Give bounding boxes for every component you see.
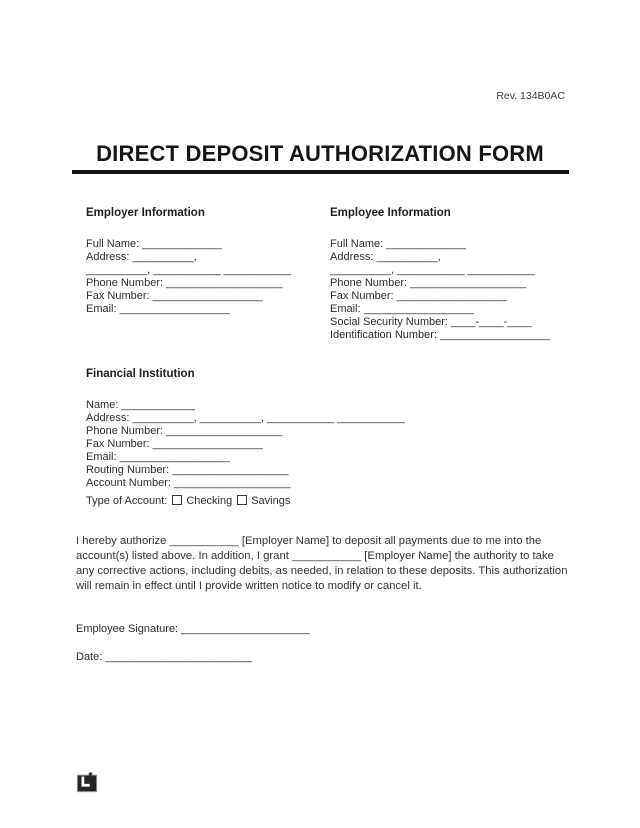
employee-email-field: Email: __________________ [330,303,474,315]
employer-address-field-line2: __________, ___________ ___________ [86,264,291,276]
bank-phone-number-field: Phone Number: ___________________ [86,425,283,437]
employee-address-field: Address: __________, [330,251,441,263]
employer-section-heading: Employer Information [86,207,205,219]
employee-full-name-field: Full Name: _____________ [330,238,466,250]
employee-identification-number-field: Identification Number: __________________ [330,329,551,341]
account-number-field: Account Number: ___________________ [86,477,291,489]
savings-checkbox-icon [237,495,247,505]
financial-section-heading: Financial Institution [86,368,195,380]
employer-phone-number-field: Phone Number: ___________________ [86,277,283,289]
employer-fax-number-field: Fax Number: __________________ [86,290,263,302]
legal-templates-logo-icon [76,771,98,793]
employee-signature-field: Employee Signature: _____________________ [76,623,310,635]
employee-information-section [330,207,582,342]
employer-information-section [86,207,326,316]
employee-fax-number-field: Fax Number: __________________ [330,290,507,302]
authorization-paragraph: I hereby authorize ___________ [Employer Name] to deposit all payments due to me into the account(s) listed above. In addition, I grant ___________ [Employer Name] the authority to take any corrective actions, including debits, as needed, in relation to these deposits. This authorization will remain in effect until I provide written notice to modify or cancel it. [76,535,568,592]
employer-address-field: Address: __________, [86,251,197,263]
employee-section-heading: Employee Information [330,207,451,219]
employee-phone-number-field: Phone Number: ___________________ [330,277,527,289]
checking-option-label: Checking [186,495,233,507]
revision-label: Rev. 134B0AC [496,90,565,102]
employer-full-name-field: Full Name: _____________ [86,238,222,250]
savings-option-label: Savings [251,495,291,507]
employee-ssn-field: Social Security Number: ____-____-____ [330,316,532,328]
bank-fax-number-field: Fax Number: __________________ [86,438,263,450]
title-divider [72,170,569,174]
routing-number-field: Routing Number: ___________________ [86,464,289,476]
employee-address-field-line2: __________, ___________ ___________ [330,264,535,276]
date-field: Date: ________________________ [76,651,253,663]
account-type-label: Type of Account: [86,495,168,507]
bank-email-field: Email: __________________ [86,451,230,463]
bank-address-field: Address: __________, __________, ___________ ___________ [86,412,405,424]
account-type-field [86,495,576,508]
employer-email-field: Email: __________________ [86,303,230,315]
checking-checkbox-icon [172,495,182,505]
financial-institution-section [86,368,576,508]
page-title: DIRECT DEPOSIT AUTHORIZATION FORM [96,141,544,166]
bank-name-field: Name: ____________ [86,399,195,411]
